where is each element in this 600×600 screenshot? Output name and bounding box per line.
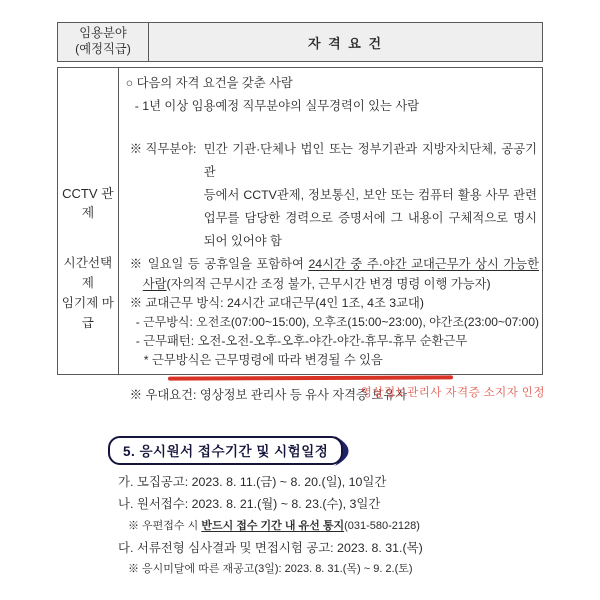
- requirement-shift-hours: - 근무방식: 오전조(07:00~15:00), 오후조(15:00~23:00), 야간조(23:00~07:00): [135, 315, 539, 329]
- requirement-shift-note: * 근무방식은 근무명령에 따라 변경될 수 있음: [143, 353, 383, 367]
- requirement-intro: ○ 다음의 자격 요건을 갖춘 사람: [125, 76, 293, 90]
- requirement-preference: ※ 우대요건: 영상정보 관리사 등 유사 자격증 보유자: [129, 388, 407, 402]
- shift-availability-post: (자의적 근무시간 조정 불가, 근무시간 변경 명령 이행 가능자): [166, 277, 491, 291]
- position-type-line2: 임기제 마급: [61, 296, 114, 331]
- jobfield-line3: 업무를 담당한 경력으로 증명서에 그 내용이 구체적으로 명시: [203, 211, 537, 225]
- jobfield-prefix: ※ 직무분야:: [129, 142, 197, 156]
- cell-position: [58, 68, 119, 374]
- requirement-shift-pattern: - 근무패턴: 오전-오전-오후-오후-야간-야간-휴무-휴무 순환근무: [135, 334, 468, 348]
- requirement-shift-availability: [126, 254, 539, 294]
- jobfield-line1: 민간 기관·단체나 법인 또는 정부기관과 지방자치단체, 공공기관: [203, 142, 537, 179]
- shift-availability-underline2: 사람: [142, 277, 167, 291]
- postal-emphasis: 반드시 접수 기간 내 유선 통지: [201, 520, 345, 532]
- postal-post: (031-580-2128): [344, 520, 420, 532]
- shift-availability-underline1: 24시간 중 주·야간 교대근무가 상시 가능한: [308, 257, 539, 271]
- postal-pre: ※ 우편접수 시: [128, 520, 202, 532]
- red-annotation-text: 영상정보관리사 자격증 소지자 인정: [360, 387, 545, 399]
- schedule-item-application: 나. 원서접수: 2023. 8. 21.(월) ~ 8. 23.(수), 3일간: [118, 497, 381, 511]
- qualification-table-header: [57, 22, 543, 62]
- red-marker-underline: [168, 375, 453, 380]
- requirement-jobfield: [126, 138, 539, 253]
- section5-heading: [108, 435, 352, 466]
- schedule-item-announcement: 가. 모집공고: 2023. 8. 11.(금) ~ 8. 20.(일), 10일간: [118, 475, 387, 489]
- header-position-line1: 임용분야: [79, 26, 127, 41]
- requirement-experience: - 1년 이상 임용예정 직무분야의 실무경력이 있는 사람: [134, 99, 420, 113]
- schedule-note-postal: [128, 517, 420, 533]
- section5-title: 5. 응시원서 접수기간 및 시험일정: [108, 436, 343, 465]
- shift-availability-pre: ※ 일요일 등 공휴일을 포함하여: [129, 257, 309, 271]
- header-cell-requirements: 자 격 요 건: [307, 35, 384, 51]
- shift-availability-line1: [126, 254, 539, 274]
- jobfield-line4: 되어 있어야 함: [203, 234, 282, 248]
- header-position-line2: (예정직급): [75, 42, 131, 56]
- position-type: [58, 253, 118, 334]
- jobfield-line2: 등에서 CCTV관제, 정보통신, 보안 또는 컴퓨터 활용 사무 관련: [203, 188, 537, 202]
- position-field: CCTV 관제: [62, 186, 114, 220]
- schedule-note-renotice: ※ 응시미달에 따른 재공고(3일): 2023. 8. 31.(목) ~ 9. 2.(토): [128, 563, 413, 575]
- shift-availability-line2: [126, 274, 539, 294]
- header-cell-position: [58, 23, 149, 61]
- requirement-shift-method: ※ 교대근무 방식: 24시간 교대근무(4인 1조, 4조 3교대): [129, 296, 424, 310]
- position-type-line1: 시간선택제: [63, 256, 113, 291]
- schedule-item-screening: 다. 서류전형 심사결과 및 면접시험 공고: 2023. 8. 31.(목): [118, 541, 423, 555]
